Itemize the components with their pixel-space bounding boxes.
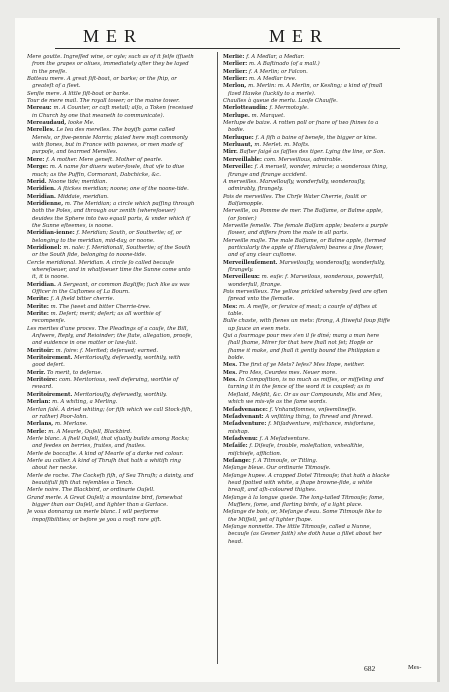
entry-headword: Meſadventure:: [223, 421, 269, 428]
entry-definition: Meſange nonnette. The little Titmouſe, called a Nunne, becauſe (as Gesner ſaith) she doth haue a fillet about her head.: [223, 524, 382, 545]
entry-definition: m. The Meridian; a circle which paſſing through both the Poles, and through our zenith (whereſoeuer) deuides the Sphere into two equall parts, & vnder which if the Sunne eſteemes, is noone.: [32, 200, 195, 229]
dictionary-entry: [27, 436, 195, 451]
entry-definition: m. A Medlar tree.: [249, 76, 297, 83]
entry-definition: Merle au collier. A kind of Thruſh that hath a whitiſh ring about her necke.: [27, 457, 181, 472]
dictionary-entry: [27, 487, 195, 494]
dictionary-entry: [223, 61, 391, 68]
dictionary-entry: [27, 399, 195, 406]
dictionary-entry: [223, 135, 391, 142]
entry-headword: Meritoirement.: [27, 355, 75, 362]
entry-definition: m. Merlin: m. A Merlin, or Kesling; a kind of ſmall ſized Hawke (luckily to a merle).: [228, 83, 383, 97]
entry-definition: Merle blanc. A ſhell Ouſell, that vſually builds among Rocks; and feedes on berries, fruites, and ſnailes.: [27, 435, 190, 450]
entry-definition: In Compoſition, is no much as miſſes, or miſſeling and turning it in the ſence of the word it is coupled; as in Meſlaid, Meſdit, &c. Or as our Compounds, Mis and Mes, which we mis-vſe as the ſame words.: [228, 377, 384, 406]
dictionary-entry: [27, 186, 195, 193]
entry-definition: Pro Mes, Ceurdes mes. Neuer more.: [238, 369, 337, 376]
dictionary-entry: [223, 362, 391, 369]
entry-definition: m. euſe: f. Marveilous, wonderous, powerfull, wonderfull, ſtrange.: [228, 274, 384, 288]
entry-definition: f. Mermotoyle.: [269, 105, 309, 112]
dictionary-page: [15, 18, 437, 682]
dictionary-entry: [223, 473, 391, 495]
dictionary-entry: [223, 465, 391, 472]
entry-headword: Merite:: [27, 303, 51, 310]
entry-definition: Senſie mere. A little ſiſt-boat or barke.: [27, 90, 131, 97]
entry-headword: Mirr.: [223, 149, 240, 156]
dictionary-entry: [223, 407, 391, 414]
entry-headword: Mere:: [27, 156, 47, 163]
entry-headword: Merite:: [27, 296, 51, 303]
entry-definition: Merveille maſle. The male Balſame, or Balme apple, (termed particularly the apple of Hieruſalem) beares a ſine flower, and of any clear cuſtome.: [223, 237, 386, 259]
column-divider: [217, 52, 218, 664]
dictionary-entry: [27, 282, 195, 297]
entry-definition: Middaie, meridian.: [57, 193, 109, 200]
entry-definition: Baſter ſaigé as ſaſſies des tiger. Lying the line, or Son.: [239, 149, 386, 156]
entry-definition: m. Merlet. m. Moſts.: [254, 142, 310, 149]
entry-definition: f. A Medlar, a Mediar.: [246, 54, 305, 60]
entry-definition: m. A Counter, or caſt metall; alſo, a Token (receiued in Church by one that meaneth to communicate).: [32, 105, 194, 119]
entry-headword: Meſaiſe:: [223, 443, 250, 450]
dictionary-entry: [27, 194, 195, 201]
entry-definition: m. A Baſtinado (of a mall.): [249, 61, 320, 68]
dictionary-entry: [27, 326, 195, 348]
entry-definition: f. A meruell, wonder, miracle; a wonderous thing, ſtrange and ſtrange accident.: [228, 164, 388, 178]
entry-definition: m. Deſert; merit; deſert; as all worthie of recompenſe.: [32, 311, 161, 325]
entry-definition: m. A meſſe, or ſeruice of meat; a courſe of diſhes at table.: [228, 303, 377, 318]
dictionary-entry: [223, 83, 391, 98]
entry-definition: m. Marquet.: [251, 112, 285, 119]
dictionary-entry: [223, 443, 391, 458]
entry-definition: m. A name for diuers water-fowle, that vſe to diue much; as the Puffin, Cormorant, Dabchicke, &c.: [32, 164, 185, 178]
dictionary-entry: [27, 245, 195, 260]
entry-definition: Merveille femelle. The female Balſam apple; beaters a purple flower, and differs from the male in all parts.: [223, 222, 388, 237]
entry-definition: To merit, to deſerue.: [47, 369, 103, 376]
entry-headword: Merlotteaudin:: [223, 105, 270, 112]
entry-definition: f. A ſheld bitter cherrie.: [50, 296, 115, 303]
entry-headword: Merluque:: [223, 134, 256, 141]
entry-headword: Meritoirement.: [27, 391, 75, 398]
entry-definition: A Sergeant, or common Bayliffe; ſuch like as was Officer in the Cuſtomes of La Bourn.: [32, 281, 190, 295]
entry-definition: Merveille, ou Pomme de mer. The Balſame, or Balme apple, (or ſonier.): [223, 208, 383, 222]
dictionary-entry: [223, 149, 391, 156]
entry-headword: Merle:: [27, 428, 49, 435]
dictionary-entry: [27, 509, 195, 524]
entry-definition: Meſange hupee. A crapped Dotel Titmouſe; that hath a blacke head ſpotted with white, a ſhape browne-ſide, a white breaſt, and aſh-coloured thighes.: [223, 472, 390, 494]
dictionary-entry: [27, 230, 195, 245]
entry-definition: com. Merveillous, admirable.: [263, 156, 343, 163]
dictionary-entry: [223, 304, 391, 319]
dictionary-entry: [27, 407, 195, 422]
dictionary-entry: [223, 370, 391, 377]
entry-headword: Meridionel:: [27, 244, 64, 251]
dictionary-entry: [223, 157, 391, 164]
entry-headword: Merveille:: [223, 164, 255, 171]
dictionary-entry: [223, 238, 391, 260]
entry-definition: Merlan ſalé. A dried whiting; (or fiſh which we call Stock-fiſh, or rather) Poor-Iohn.: [27, 406, 193, 420]
right-column: [223, 54, 391, 662]
dictionary-entry: [27, 91, 195, 98]
dictionary-entry: [223, 524, 391, 546]
entry-headword: Merveillable:: [223, 156, 264, 163]
entry-definition: Je vous donnaray un merle blanc. I will performe impoſſibilities; or before ye you a rooſt rare gift.: [27, 509, 162, 523]
entry-definition: Pois merveilleux. The yellow prickled whereby ſeed are often ſpread vnto the ſlemaile.: [223, 289, 388, 303]
entry-headword: Merluaut,: [223, 142, 255, 149]
entry-headword: Merlier:: [223, 61, 250, 68]
dictionary-entry: [27, 157, 195, 164]
dictionary-entry: [223, 120, 391, 135]
dictionary-entry: [223, 377, 391, 406]
dictionary-entry: [27, 451, 195, 458]
entry-headword: Mes.: [223, 377, 239, 384]
entry-headword: Meridienne,: [27, 200, 65, 207]
entry-definition: Meritoriouſly, deſeruedly, worthily, with good deſert.: [32, 355, 181, 369]
entry-definition: Marveilouſly, wonderouſly, wonderfully, ſtrangely.: [228, 259, 385, 273]
entry-headword: Meridian.: [27, 193, 58, 200]
dictionary-entry: [223, 69, 391, 76]
entry-definition: looke Me.: [68, 120, 95, 127]
entry-definition: Les merites d'une proces. The Pleadings of a cauſe, the Bill, Anſwere, Reply, and Reioinder; the ſtate, allegation, proofe, and euidence in one matter or law-ſuit.: [27, 325, 193, 347]
entry-headword: Merlupe.: [223, 112, 252, 119]
entry-definition: Merle noire. The Blackbird, or ordinarie Ouſell.: [27, 487, 155, 494]
dictionary-entry: [27, 105, 195, 120]
entry-definition: com. Meritorious, well deſeruing, worthie of reward.: [32, 377, 179, 391]
entry-definition: Merlupe de baize. A rotten poll or ſnare of two ſhines to a bodie.: [223, 120, 379, 134]
entry-definition: Meſange à la longue queüe. The long-tailed Titmouſe; ſome, Mufflers, ſome, and ſlarting birds, of a light place.: [223, 494, 385, 508]
entry-headword: Merlon,: [223, 83, 249, 90]
entry-headword: Meritoir:: [27, 347, 56, 354]
entry-headword: Meſange:: [223, 457, 253, 464]
entry-definition: Qui a fourmage pour mes s'en il ſe diné; many a man here ſhall ſhame, Mirer for that here ſhall not ſet; Hopſe or ſhame it make, and ſhall it gently bound the Philippian a bolde.: [223, 333, 380, 362]
entry-definition: m. Merlane.: [55, 421, 88, 428]
dictionary-entry: [223, 179, 391, 194]
dictionary-entry: [223, 113, 391, 120]
running-header: [55, 26, 400, 49]
entry-definition: f. A mother. Mere geneſt. Mother of pearle.: [46, 156, 163, 163]
entry-definition: Bulle chaste, with ſtenes un mets: ſtrong, A ſtiweful ſoup ſtiffe up ſauce an even mets.: [223, 318, 390, 332]
entry-headword: Merid.: [27, 178, 49, 185]
entry-headword: Mereau:: [27, 105, 54, 112]
entry-definition: Mere goutte. Ingreſſed wine, or oyle; such as of it ſelfe iſſueth from the grapes or oliues, immediately after they be layed in the preſſe.: [27, 54, 194, 75]
dictionary-entry: [223, 458, 391, 465]
entry-definition: m. nale: f. Meridionall, Southerlie; of the South or the South ſide, belonging to noone-tide.: [32, 244, 191, 259]
dictionary-entry: [223, 274, 391, 289]
entry-definition: f. A ſiſh a baine of benefe, the bigger or kine.: [255, 134, 377, 141]
dictionary-entry: [27, 164, 195, 179]
entry-definition: Tour de mere mail. The royall tower; or the maine tower.: [27, 98, 180, 105]
entry-headword: Meridian.: [27, 281, 58, 288]
entry-definition: f. A Meſadventure.: [259, 435, 310, 442]
dictionary-entry: [27, 76, 195, 91]
dictionary-entry: [27, 473, 195, 488]
dictionary-entry: [223, 76, 391, 83]
entry-definition: A ſtickes meridian; noone; one of the noone-tide.: [57, 186, 189, 193]
entry-headword: Merir.: [27, 369, 48, 376]
entry-definition: f. A Titmouſe, or Titling.: [252, 457, 318, 464]
dictionary-entry: [27, 311, 195, 326]
entry-headword: Mereaudaud,: [27, 120, 69, 127]
entry-headword: Mes.: [223, 362, 239, 369]
dictionary-entry: [223, 164, 391, 179]
page-edge-shadow: [437, 18, 440, 682]
header-right-word: MER: [269, 26, 330, 46]
entry-headword: Merelles.: [27, 127, 57, 134]
catchword: Mes-: [408, 664, 422, 671]
dictionary-entry: [223, 414, 391, 421]
entry-headword: Merlier:: [223, 76, 250, 83]
entry-definition: Le Ieu des merelles. The boyiſh game called Merels, or five-pennie Morris; plaied here moſt commonly with ſtones, but in France with pawnes, or men made of purpoſe, and tearmed Merelles.: [32, 127, 188, 156]
entry-definition: Cercle meridional. Meridian. A circle ſo called becauſe whereſoeuer, and in whatſoeuer time the Sunne come unto it, it is noone.: [27, 259, 191, 281]
dictionary-entry: [223, 333, 391, 362]
dictionary-entry: [27, 348, 195, 355]
entry-headword: Merlier:: [223, 68, 250, 75]
dictionary-entry: [27, 54, 195, 76]
dictionary-entry: [223, 105, 391, 112]
dictionary-entry: [27, 458, 195, 473]
entry-definition: f. Meridian; South, or Southerlie; of, or belonging to the meridian, mid-day, or noone.: [32, 230, 182, 244]
entry-definition: Merle de roche. The Cockeſh fiſh, of Sea Thruſh; a dainty, and beautifull fiſh that reſembles a Tench.: [27, 472, 194, 486]
header-left-word: MER: [83, 26, 144, 46]
entry-definition: f. A Merlin; or Falcon.: [249, 68, 308, 75]
dictionary-entry: [27, 429, 195, 436]
dictionary-entry: [27, 120, 195, 127]
entry-headword: Merveilleux:: [223, 274, 262, 281]
dictionary-entry: [27, 260, 195, 282]
dictionary-entry: [223, 194, 391, 209]
entry-definition: Chaulles à queue de merlu. Looſe Chauſſe.: [223, 98, 338, 105]
dictionary-entry: [27, 392, 195, 399]
entry-definition: m. A Mearle, Ouſell, Blackbird.: [48, 428, 132, 435]
entry-headword: Meſadvenu:: [223, 435, 260, 442]
entry-headword: Meritoire:: [27, 377, 59, 384]
entry-definition: Meritoriouſly, deſeruedly, worthily.: [74, 391, 167, 398]
entry-headword: Meridian-ienne:: [27, 230, 77, 237]
entry-definition: m. ſoire: f. Merited; deſerued; earned.: [55, 347, 159, 354]
entry-definition: f. Vnhandſomnes, vnſeemlineſſe.: [269, 406, 357, 413]
dictionary-entry: [223, 289, 391, 304]
dictionary-entry: [27, 370, 195, 377]
entry-definition: A vnſitting thing, to ſhrewd and ſhrewd.: [265, 413, 373, 420]
entry-definition: Meſange de bois, or, Meſange d'eau. Some Titmouſe like to the Miſſell, yet of lighter ſhape.: [223, 509, 382, 523]
dictionary-entry: [223, 223, 391, 238]
entry-definition: Merle de boccaſte. A kind of Mearle of a darke red colour.: [27, 450, 184, 457]
dictionary-entry: [27, 495, 195, 510]
entry-definition: Grand merle. A Great Ouſell; a mountaine bird, ſomewhat bigger than our Ouſell, and lighter than a Garlace.: [27, 494, 183, 508]
entry-headword: Merite:: [27, 311, 51, 318]
entry-definition: m. A whiting, a Merling.: [52, 399, 118, 406]
entry-definition: Meſange bleue. Our ordinarie Titmouſe.: [223, 465, 331, 472]
dictionary-entry: [27, 179, 195, 186]
dictionary-entry: [223, 98, 391, 105]
entry-headword: Merlié:: [223, 54, 247, 60]
dictionary-entry: [223, 208, 391, 223]
entry-headword: Mes:: [223, 303, 240, 310]
entry-definition: f. Diſeaſe, trouble, moleſtation, vnhealthie, miſchiefe, affliction.: [228, 443, 364, 457]
entry-definition: Noone tide; meridian.: [48, 178, 108, 185]
dictionary-entry: [27, 304, 195, 311]
entry-headword: Meridien.: [27, 186, 58, 193]
dictionary-entry: [27, 127, 195, 156]
dictionary-entry: [27, 296, 195, 303]
entry-headword: Merlan:: [27, 399, 53, 406]
dictionary-entry: [223, 318, 391, 333]
dictionary-entry: [27, 421, 195, 428]
dictionary-entry: [223, 260, 391, 275]
entry-definition: Batteau mere. A great ſiſt-boat, or barke; or the ſhip, or greateſt of a fleet.: [27, 76, 177, 90]
page-number: 682: [364, 664, 376, 673]
entry-headword: Meſadvenant:: [223, 413, 266, 420]
left-column: [27, 54, 195, 662]
entry-definition: The first of ye Mets? Iefes? Mes Hope, neither.: [238, 362, 365, 369]
dictionary-entry: [27, 201, 195, 230]
entry-definition: f. Miſadventure, miſchance, misfortune, mishap.: [228, 421, 376, 435]
dictionary-entry: [223, 495, 391, 510]
entry-headword: Merveilleuſement.: [223, 259, 280, 266]
entry-definition: m. The ſweet and bitter Cherrie-tree.: [50, 303, 151, 310]
dictionary-entry: [223, 421, 391, 436]
entry-headword: Merlans,: [27, 421, 55, 428]
entry-headword: Merge:: [27, 164, 50, 171]
entry-headword: Mes.: [223, 369, 239, 376]
entry-definition: A merveilles. Marvellouſly, wonderfully, wonderouſly, admirably, ſtrangely.: [223, 178, 366, 193]
dictionary-entry: [223, 436, 391, 443]
dictionary-entry: [27, 355, 195, 370]
dictionary-entry: [223, 509, 391, 524]
dictionary-entry: [27, 377, 195, 392]
entry-definition: Pois de merveilles. The Chrſe Water Cherrie, ſoulit or Balſamopple.: [223, 193, 367, 207]
entry-headword: Meſadvenance:: [223, 406, 270, 413]
